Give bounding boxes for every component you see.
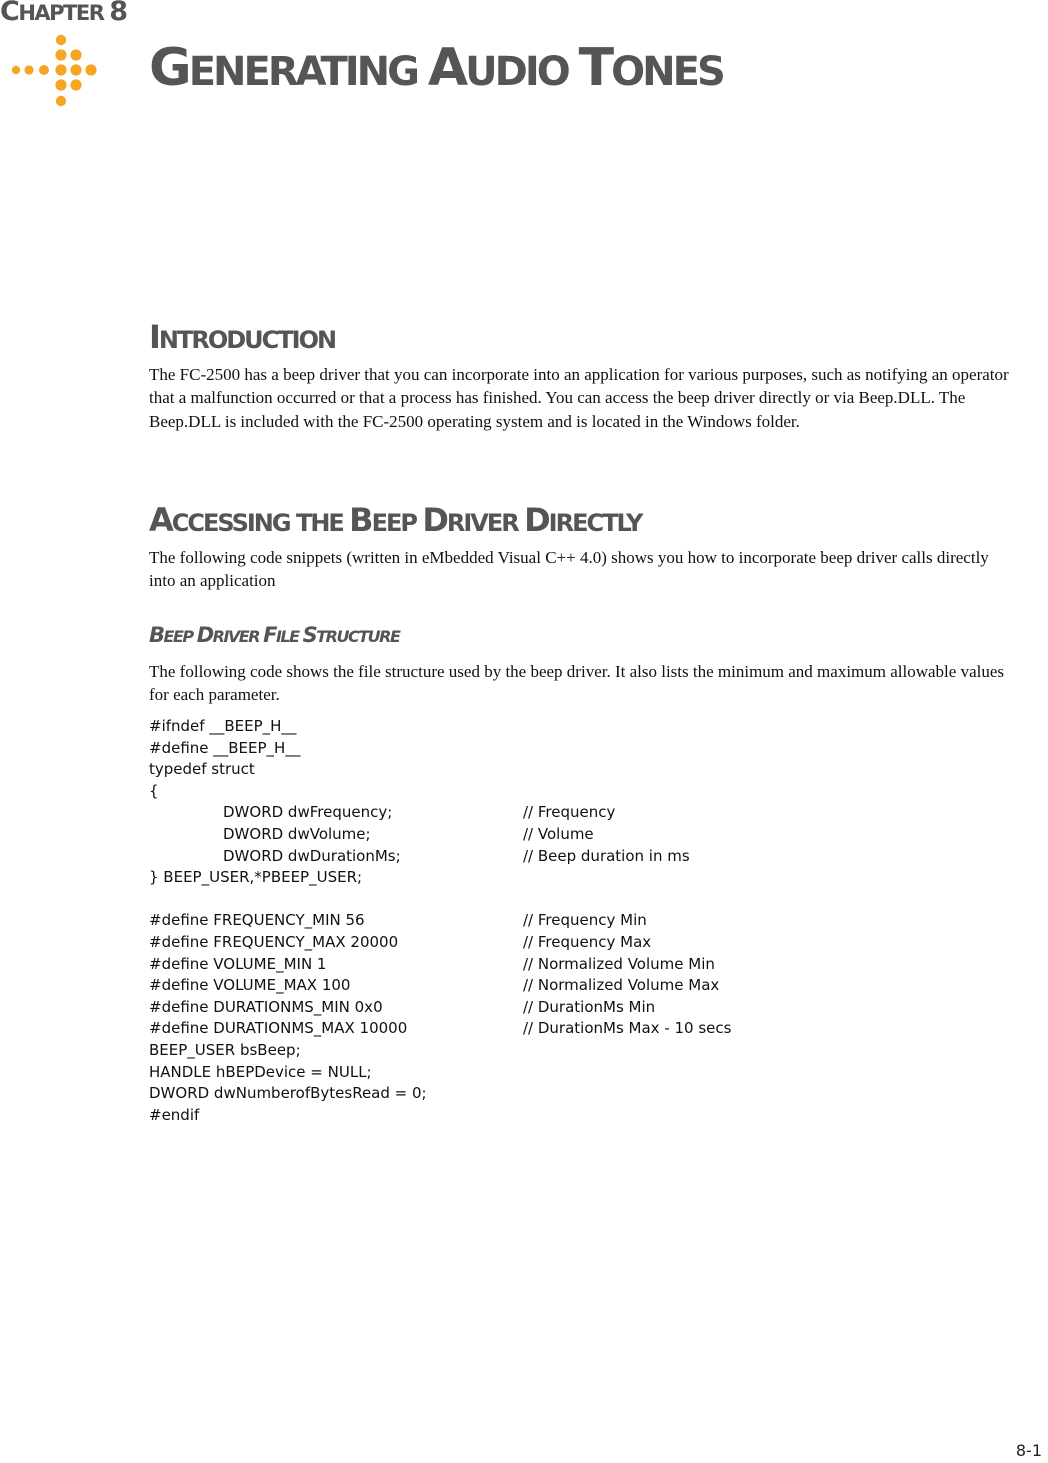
code-statement: DWORD dwFrequency; (223, 803, 393, 822)
chapter-label-initial: C (0, 0, 19, 27)
code-statement: HANDLE hBEPDevice = NULL; (149, 1062, 372, 1081)
code-comment: // Volume (523, 824, 594, 843)
heading-word-rest: THE (295, 509, 343, 537)
code-statement: DWORD dwDurationMs; (223, 846, 401, 865)
code-comment: // DurationMs Max - 10 secs (523, 1019, 732, 1038)
structure-paragraph: The following code shows the file structure used by the beep driver. It also lists the minimum and maximum allowable values for each parameter. (149, 662, 1005, 705)
code-statement: #endif (149, 1105, 200, 1124)
code-comment: // Normalized Volume Max (523, 976, 720, 995)
chapter-number: 8 (109, 0, 127, 27)
page-number: 8-1 (1015, 1441, 1042, 1460)
arrow-dot (56, 35, 66, 45)
heading-word (524, 501, 642, 539)
chapter-label-rest: HAPTER (18, 1, 104, 25)
title-word-initial: A (427, 38, 466, 98)
code-comment: // Beep duration in ms (523, 846, 690, 865)
heading-word-rest: CCESSING (171, 509, 290, 537)
code-statement: BEEP_USER bsBeep; (149, 1040, 301, 1059)
accessing-heading (149, 501, 641, 539)
arrow-dot (70, 79, 81, 90)
heading-word-initial: B (149, 623, 164, 647)
introduction-paragraph: The FC-2500 has a beep driver that you can incorporate into an application for various purposes, such as notifying an operator that a malfunction occurred or that a process has finished. You can access the beep driver directly or via Beep.DLL. The Beep.DLL is included with the FC-2500 operating system and is located in the Windows folder. (149, 365, 1009, 431)
heading-word (296, 509, 343, 537)
heading-word-rest: RIVER (446, 509, 518, 537)
heading-rest: NTRODUCTION (158, 326, 336, 354)
arrow-dot (12, 66, 20, 74)
heading-word-rest: EEP (163, 627, 193, 646)
code-statement: typedef struct (149, 760, 255, 779)
heading-word-initial: F (263, 623, 276, 647)
structure-heading (149, 623, 399, 647)
chapter-arrow-icon (8, 32, 100, 110)
code-statement: #define FREQUENCY_MAX 20000 (149, 932, 399, 951)
code-statement: { (149, 781, 159, 800)
heading-word-rest: EEP (371, 509, 416, 537)
heading-word-initial: B (349, 501, 372, 539)
heading-word (149, 501, 290, 539)
heading-word-rest: RIVER (212, 627, 260, 646)
code-statement: #define __BEEP_H__ (149, 738, 301, 757)
heading-word (422, 501, 518, 539)
page-title (149, 38, 723, 98)
arrow-dot (24, 65, 33, 74)
heading-word-initial: S (302, 623, 317, 647)
arrow-dot (55, 64, 66, 75)
heading-initial: I (149, 318, 159, 356)
chapter-arrow-dots (12, 35, 97, 106)
title-word (149, 38, 417, 98)
title-word-initial: G (149, 38, 189, 98)
arrow-dot (70, 64, 81, 75)
heading-word (196, 623, 260, 647)
title-word-rest: UDIO (465, 49, 568, 95)
code-statement: DWORD dwVolume; (223, 824, 371, 843)
code-comment: // Frequency Max (523, 932, 652, 951)
chapter-label (0, 0, 127, 27)
heading-word (149, 623, 193, 647)
arrow-dot (55, 49, 66, 60)
arrow-dot (85, 64, 96, 75)
code-comment: // Frequency Min (523, 911, 647, 930)
code-statement: #define FREQUENCY_MIN 56 (149, 911, 365, 930)
title-word (427, 38, 568, 98)
arrow-dot (56, 96, 66, 106)
heading-word-rest: IRECTLY (548, 509, 642, 537)
code-comment: // Frequency (523, 803, 616, 822)
heading-word-initial: D (422, 501, 447, 539)
code-statement: #define VOLUME_MIN 1 (149, 954, 327, 973)
heading-word-initial: D (524, 501, 549, 539)
code-statement: #define DURATIONMS_MIN 0x0 (149, 997, 383, 1016)
code-statement: } BEEP_USER,*PBEEP_USER; (149, 868, 363, 887)
arrow-dot (55, 79, 66, 90)
code-comment: // DurationMs Min (523, 997, 656, 1016)
heading-word (349, 501, 416, 539)
heading-word-rest: TRUCTURE (316, 627, 400, 646)
heading-word-initial: A (149, 501, 172, 539)
code-statement: DWORD dwNumberofBytesRead = 0; (149, 1084, 427, 1103)
title-word-initial: T (578, 38, 612, 98)
title-word-rest: ONES (611, 49, 723, 95)
accessing-paragraph: The following code snippets (written in eMbedded Visual C++ 4.0) shows you how to incorporate beep driver calls directly into an application (149, 548, 989, 591)
arrow-dot (70, 49, 81, 60)
introduction-heading (149, 318, 335, 356)
title-word (578, 38, 723, 98)
heading-word-rest: ILE (275, 627, 299, 646)
code-statement: #define DURATIONMS_MAX 10000 (149, 1019, 408, 1038)
code-statement: #define VOLUME_MAX 100 (149, 976, 351, 995)
heading-word (263, 623, 299, 647)
code-statement: #ifndef __BEEP_H__ (149, 717, 297, 735)
heading-word-initial: D (196, 623, 213, 647)
code-comment: // Normalized Volume Min (523, 954, 715, 973)
heading-word (302, 623, 400, 647)
title-word-rest: ENERATING (188, 49, 417, 95)
arrow-dot (39, 65, 49, 75)
